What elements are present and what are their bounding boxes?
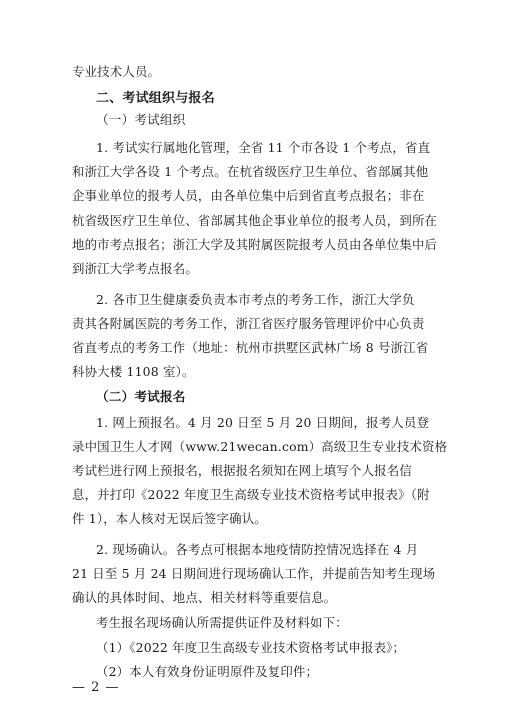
paragraph-line: 录中国卫生人才网（www.21wecan.com）高级卫生专业技术资格: [72, 439, 448, 454]
paragraph-line: 21 日至 5 月 24 日期间进行现场确认工作，并提前告知考生现场: [72, 566, 436, 581]
subsection-heading: （二）考试报名: [96, 389, 186, 404]
paragraph-line: 责其各附属医院的考务工作，浙江省医疗服务管理评价中心负责: [72, 316, 425, 331]
paragraph-line: 到浙江大学考点报名。: [72, 261, 198, 276]
paragraph-line: 省直考点的考务工作（地址：杭州市拱墅区武林广场 8 号浙江省: [72, 340, 429, 355]
paragraph-line: 2. 现场确认。各考点可根据本地疫情防控情况选择在 4 月: [96, 542, 419, 557]
paragraph-line: 1. 网上预报名。4 月 20 日至 5 月 20 日期间，报考人员登: [96, 415, 430, 430]
paragraph-line: 息，并打印《2022 年度卫生高级专业技术资格考试申报表》（附: [72, 487, 430, 502]
page-number: — 2 —: [72, 680, 120, 695]
list-item: （1）《2022 年度卫生高级专业技术资格考试申报表》；: [96, 640, 406, 655]
paragraph-line: 科协大楼 1108 室）。: [72, 364, 195, 379]
paragraph-line: 确认的具体时间、地点、相关材料等重要信息。: [72, 590, 337, 605]
paragraph-line: 专业技术人员。: [72, 64, 161, 79]
list-item: （2）本人有效身份证明原件及复印件；: [96, 664, 319, 679]
section-heading: 二、考试组织与报名: [96, 91, 215, 106]
paragraph-line: 1. 考试实行属地化管理，全省 11 个市各设 1 个考点，省直: [96, 140, 431, 155]
paragraph-line: 考生报名现场确认所需提供证件及材料如下：: [96, 615, 348, 630]
paragraph-line: 杭省级医疗卫生单位、省部属其他企事业单位的报考人员，到所在: [72, 213, 438, 228]
subsection-heading: （一）考试组织: [96, 112, 186, 127]
paragraph-line: 企事业单位的报考人员，由各单位集中后到省直考点报名；非在: [72, 188, 425, 203]
paragraph-line: 件 1），本人核对无误后签字确认。: [72, 511, 267, 526]
paragraph-line: 2. 各市卫生健康委负责本市考点的考务工作，浙江大学负: [96, 292, 415, 307]
paragraph-line: 考试栏进行网上预报名，根据报名须知在网上填写个人报名信: [72, 463, 412, 478]
paragraph-line: 地的市考点报名；浙江大学及其附属医院报考人员由各单位集中后: [72, 237, 438, 252]
paragraph-line: 和浙江大学各设 1 个考点。在杭省级医疗卫生单位、省部属其他: [72, 164, 429, 179]
